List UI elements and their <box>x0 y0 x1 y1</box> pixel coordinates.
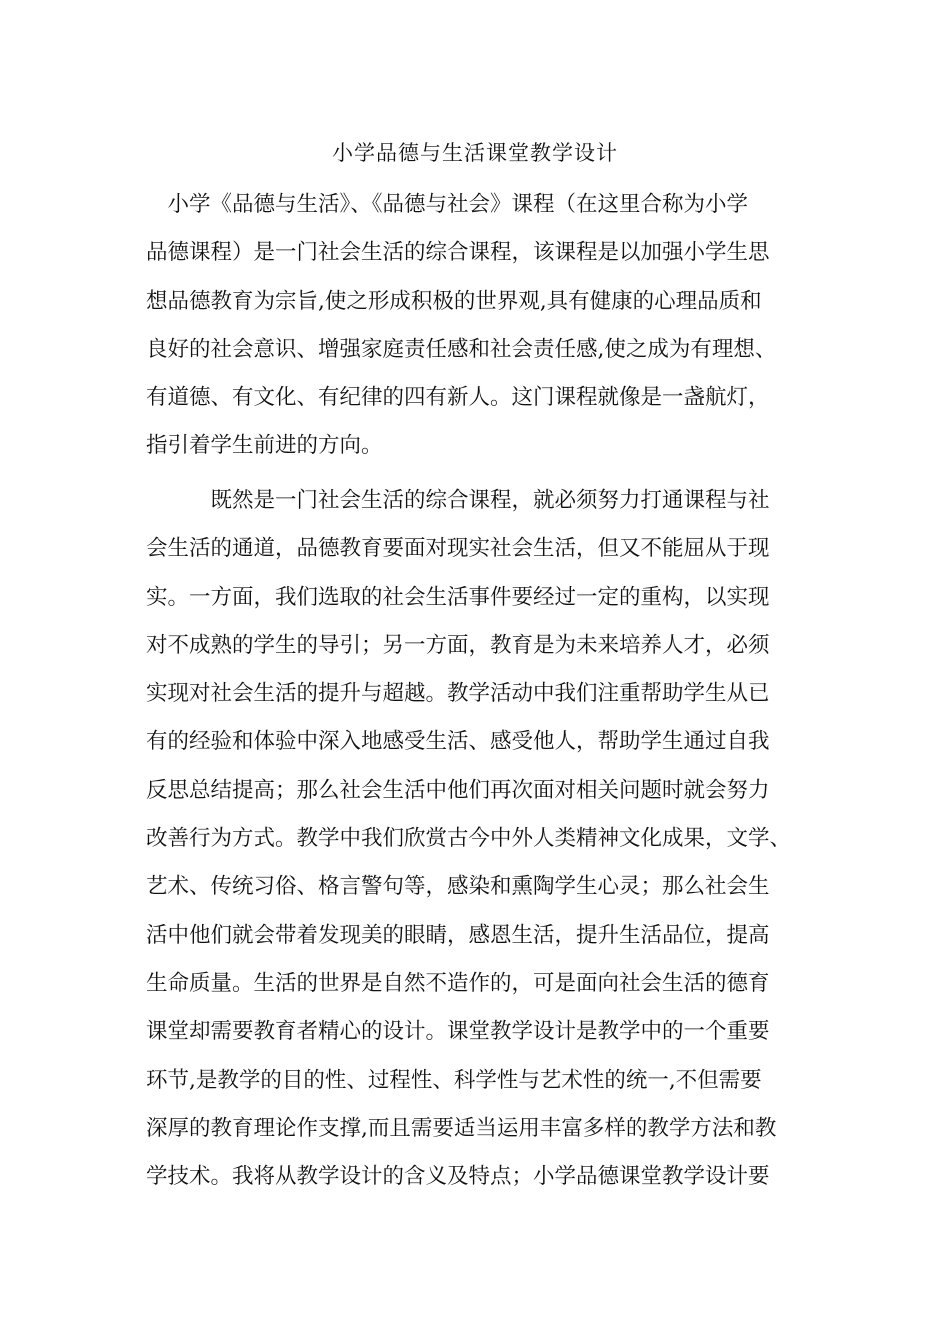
paragraph-line: 实。一方面，我们选取的社会生活事件要经过一定的重构，以实现 <box>146 584 770 610</box>
document-title: 小学品德与生活课堂教学设计 <box>332 141 618 165</box>
paragraph-line: 反思总结提高；那么社会生活中他们再次面对相关问题时就会努力 <box>146 777 770 803</box>
paragraph-line: 艺术、传统习俗、格言警句等，感染和熏陶学生心灵；那么社会生 <box>146 874 770 900</box>
paragraph-line: 课堂却需要教育者精心的设计。课堂教学设计是教学中的一个重要 <box>146 1019 770 1045</box>
paragraph-line: 有道德、有文化、有纪律的四有新人。这门课程就像是一盏航灯， <box>146 385 770 411</box>
paragraph-line: 良好的社会意识、增强家庭责任感和社会责任感,使之成为有理想、 <box>146 336 777 362</box>
paragraph-line: 生命质量。生活的世界是自然不造作的，可是面向社会生活的德育 <box>146 970 770 996</box>
paragraph-line: 学技术。我将从教学设计的含义及特点；小学品德课堂教学设计要 <box>146 1164 770 1190</box>
paragraph-line: 对不成熟的学生的导引；另一方面，教育是为未来培养人才，必须 <box>146 632 770 658</box>
paragraph-line: 深厚的教育理论作支撑,而且需要适当运用丰富多样的教学方法和教 <box>146 1115 777 1141</box>
paragraph-line: 小学《品德与生活》、《品德与社会》课程（在这里合称为小学 <box>146 192 749 217</box>
paragraph-line: 会生活的通道，品德教育要面对现实社会生活，但又不能屈从于现 <box>146 536 770 562</box>
paragraph-line: 有的经验和体验中深入地感受生活、感受他人，帮助学生通过自我 <box>146 729 770 755</box>
paragraph-line: 改善行为方式。教学中我们欣赏古今中外人类精神文化成果，文学、 <box>146 826 792 852</box>
paragraph-line: 环节,是教学的目的性、过程性、科学性与艺术性的统一,不但需要 <box>146 1067 762 1093</box>
paragraph-line: 既然是一门社会生活的综合课程，就必须努力打通课程与社 <box>146 488 770 513</box>
paragraph-1 <box>146 181 812 471</box>
paragraph-line: 活中他们就会带着发现美的眼睛，感恩生活，提升生活品位，提高 <box>146 922 770 948</box>
paragraph-line: 想品德教育为宗旨,使之形成积极的世界观,具有健康的心理品质和 <box>146 288 762 314</box>
paragraph-2 <box>146 477 812 1201</box>
paragraph-line: 指引着学生前进的方向。 <box>146 433 383 459</box>
paragraph-line: 品德课程）是一门社会生活的综合课程，该课程是以加强小学生思 <box>146 240 770 266</box>
paragraph-line: 实现对社会生活的提升与超越。教学活动中我们注重帮助学生从已 <box>146 681 770 707</box>
